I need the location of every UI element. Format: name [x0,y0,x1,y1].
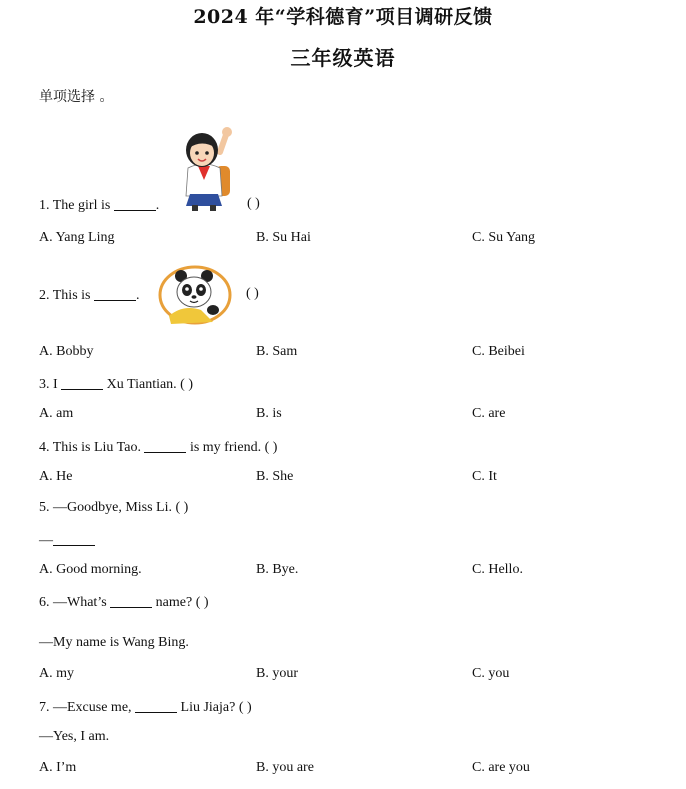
answer-blank [53,531,95,546]
option-b: B. Bye. [256,562,299,577]
option-a: A. Good morning. [39,562,142,577]
page-subtitle: 三年级英语 [290,46,396,70]
option-b: B. you are [256,760,314,775]
page-title: 2024 年“学科德育”项目调研反馈 [193,6,493,28]
answer-blank [114,196,156,211]
question-1: 1. The girl is . [39,198,160,213]
option-c: C. Su Yang [472,230,536,245]
option-a: A. Yang Ling [39,230,115,245]
option-a: A. He [39,469,73,484]
option-a: A. my [39,666,74,681]
question-5-reply: — [39,531,95,549]
option-c: C. you [472,666,510,681]
question-3: 3. I Xu Tiantian. ( ) [39,377,194,392]
option-b: B. Su Hai [256,230,311,245]
answer-blank [144,438,186,453]
option-c: C. It [472,469,497,484]
answer-blank [135,698,177,713]
answer-blank [94,286,136,301]
answer-blank [110,593,152,608]
option-c: C. Hello. [472,562,523,577]
question-4: 4. This is Liu Tao. is my friend. ( ) [39,440,278,455]
option-a: A. am [39,406,74,421]
girl-waving-illustration [172,126,236,212]
question-5: 5. —Goodbye, Miss Li. ( ) [39,500,189,515]
instruction: 单项选择 。 [39,89,114,105]
panda-illustration [157,264,233,326]
answer-paren: ( ) [247,196,260,211]
option-b: B. is [256,406,282,421]
option-c: C. are you [472,760,530,775]
question-6: 6. —What’s name? ( ) [39,595,209,610]
option-c: C. Beibei [472,344,525,359]
option-b: B. your [256,666,298,681]
option-a: A. Bobby [39,344,94,359]
option-c: C. are [472,406,506,421]
question-6-reply: —My name is Wang Bing. [39,635,189,650]
question-2: 2. This is . [39,288,140,303]
question-7-reply: —Yes, I am. [39,729,110,744]
question-7: 7. —Excuse me, Liu Jiaja? ( ) [39,700,252,715]
option-b: B. Sam [256,344,298,359]
option-b: B. She [256,469,294,484]
option-a: A. I’m [39,760,77,775]
answer-paren: ( ) [246,286,259,301]
answer-blank [61,375,103,390]
